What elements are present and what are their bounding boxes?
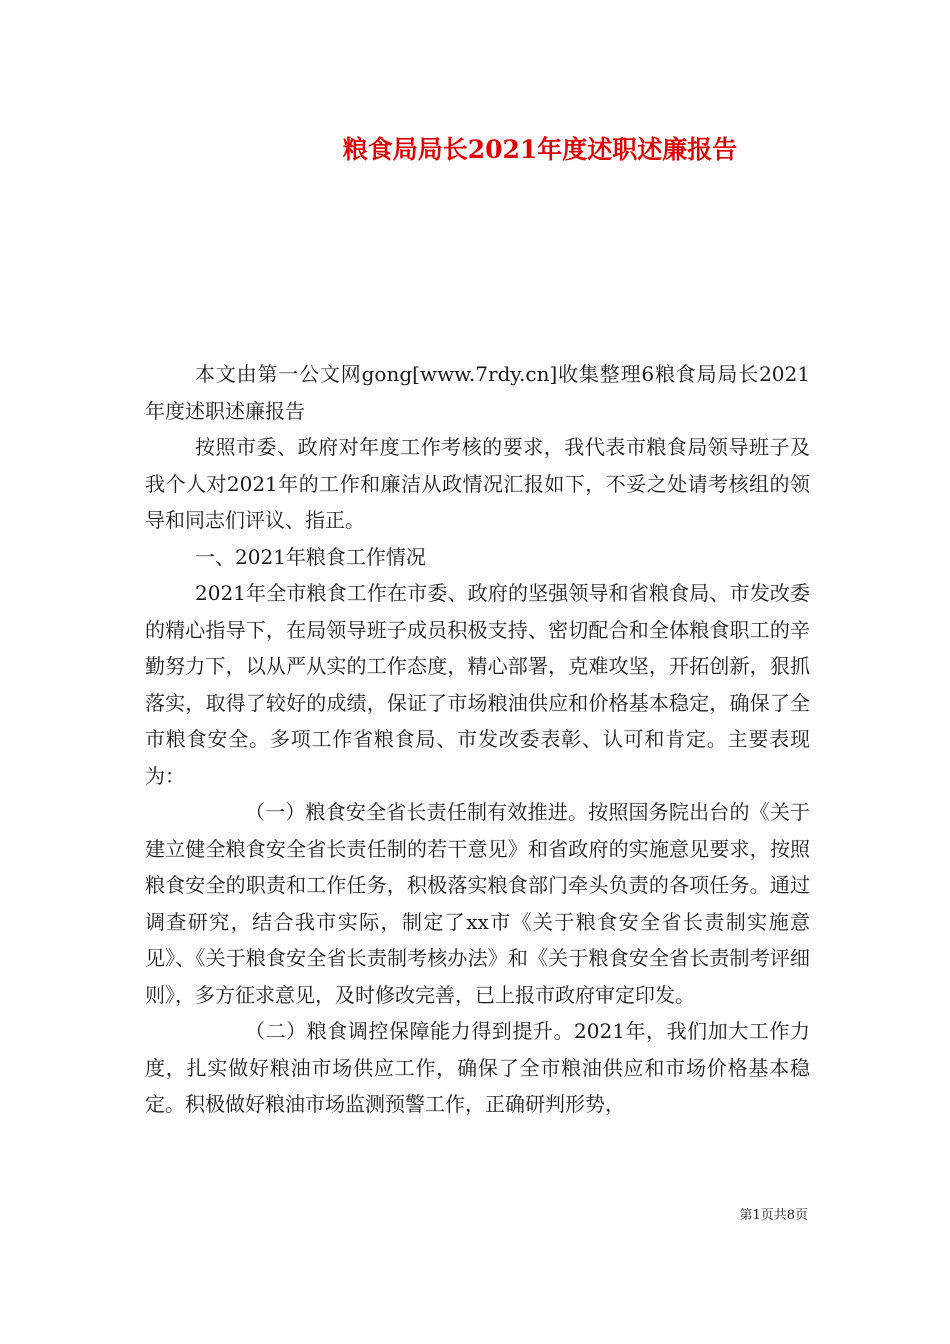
document-body [145,356,810,1123]
section-heading-1: 一、2021年粮食工作情况 [195,544,426,569]
document-title: 粮食局局长2021年度述职述廉报告 [342,135,738,164]
paragraph-subsection-2: （二）粮食调控保障能力得到提升。2021年，我们加大工作力度，扎实做好粮油市场供应工作，确保了全市粮油供应和市场价格基本稳定。积极做好粮油市场监测预警工作，正确研判形势， [145,1019,810,1116]
paragraph-subsection-1: （一）粮食安全省长责任制有效推进。按照国务院出台的《关于建立健全粮食安全省长责任制的若干意见》和省政府的实施意见要求，按照粮食安全的职责和工作任务，积极落实粮食部门牵头负责的各项任务。通过调查研究，结合我市实际，制定了xx市《关于粮食安全省长责制实施意见》、《关于粮食安全省长责制考核办法》和《关于粮食安全省长责制考评细则》，多方征求意见，及时修改完善，已上报市政府审定印发。 [145,800,810,1007]
page-number-footer: 第1页共8页 [739,1208,808,1223]
paragraph-source-note: 本文由第一公文网gong[www.7rdy.cn]收集整理6粮食局局长2021年度述职述廉报告 [145,362,810,423]
paragraph-intro: 按照市委、政府对年度工作考核的要求，我代表市粮食局领导班子及我个人对2021年的工作和廉洁从政情况汇报如下，不妥之处请考核组的领导和同志们评议、指正。 [145,435,810,532]
paragraph-overview: 2021年全市粮食工作在市委、政府的坚强领导和省粮食局、市发改委的精心指导下，在局领导班子成员积极支持、密切配合和全体粮食职工的辛勤努力下，以从严从实的工作态度，精心部署，克难攻坚，开拓创新，狠抓落实，取得了较好的成绩，保证了市场粮油供应和价格基本稳定，确保了全市粮食安全。多项工作省粮食局、市发改委表彰、认可和肯定。主要表现为： [145,581,810,788]
